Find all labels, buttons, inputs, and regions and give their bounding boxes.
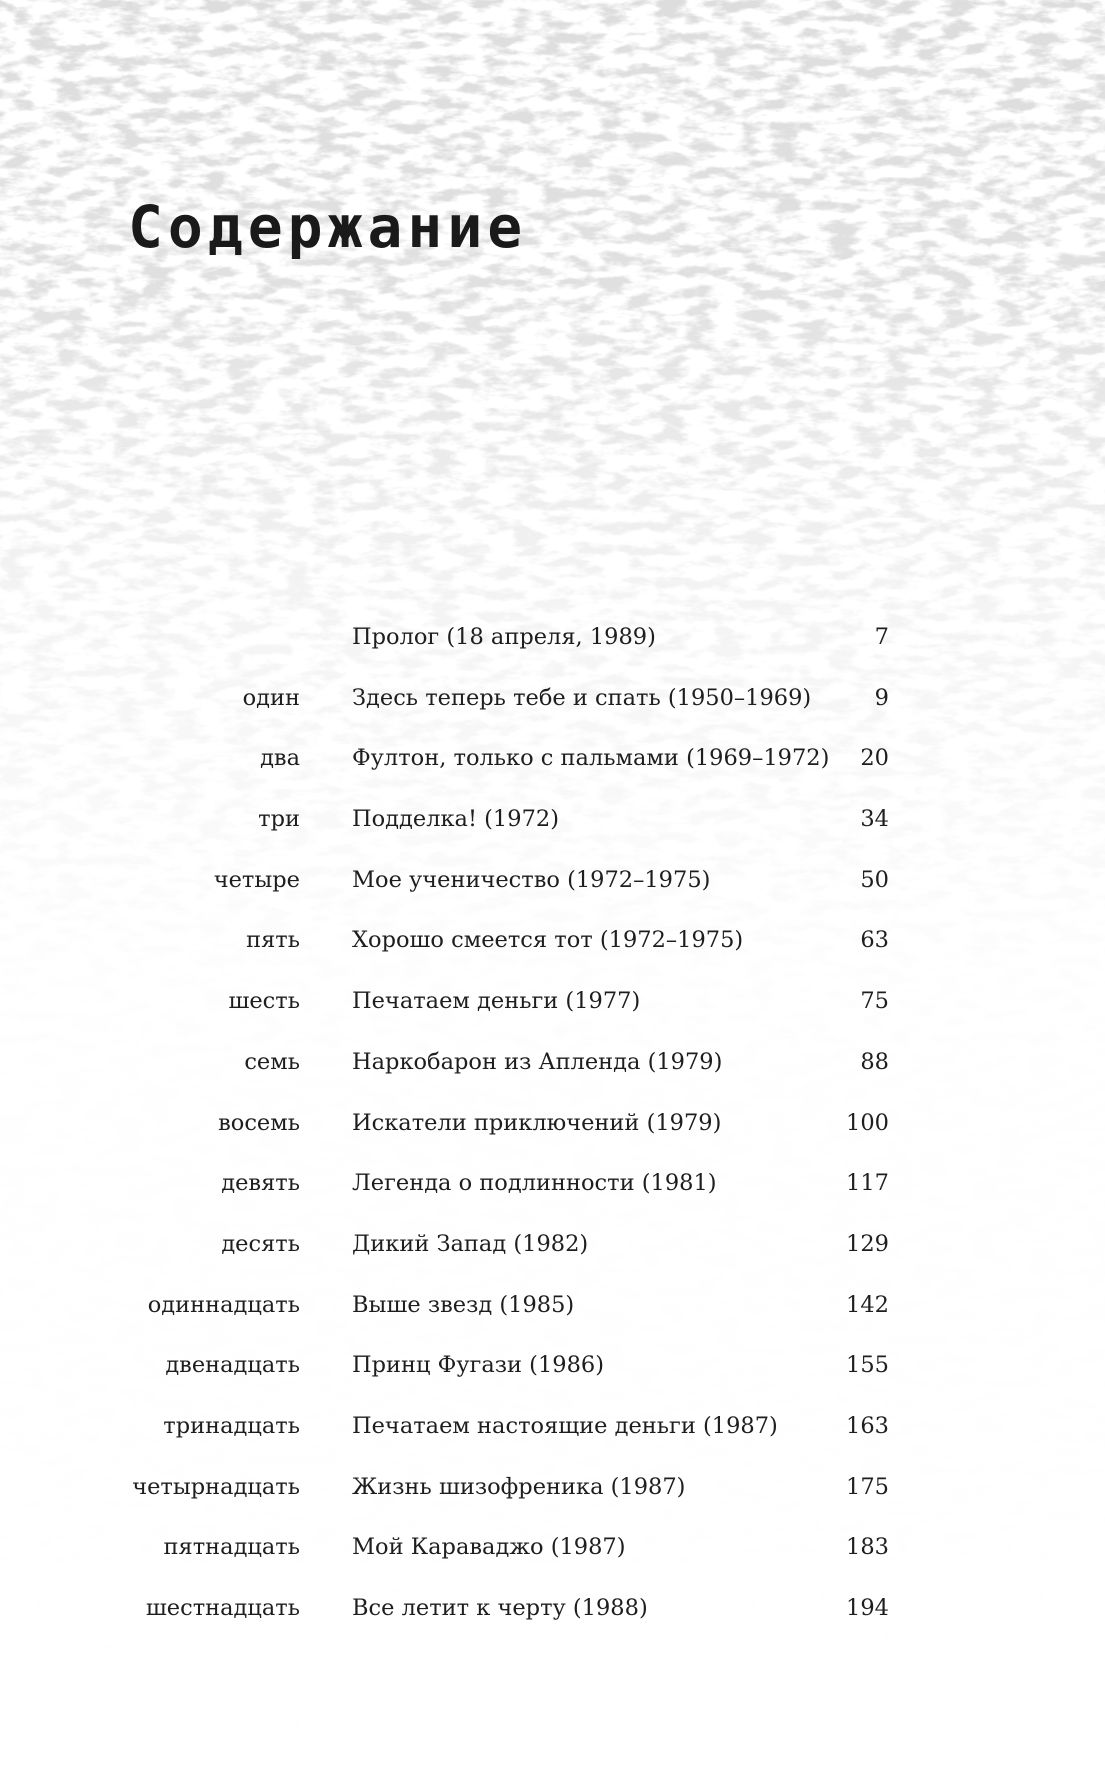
- chapter-title: Жизнь шизофреника (1987): [352, 1473, 686, 1500]
- toc-entry: [0, 1285, 1105, 1346]
- toc-entry: [0, 1588, 1105, 1649]
- chapter-number: двенадцать: [165, 1352, 300, 1379]
- toc-entry: [0, 920, 1105, 981]
- chapter-title: Выше звезд (1985): [352, 1291, 575, 1318]
- chapter-page-number: 50: [860, 866, 889, 893]
- chapter-number: один: [242, 684, 300, 711]
- chapter-page-number: 75: [860, 988, 889, 1015]
- chapter-page-number: 183: [846, 1534, 889, 1561]
- table-of-contents: [0, 617, 1105, 1649]
- chapter-page-number: 63: [860, 927, 889, 954]
- toc-entry: [0, 678, 1105, 739]
- chapter-title: Печатаем деньги (1977): [352, 988, 641, 1015]
- toc-entry: [0, 1163, 1105, 1224]
- toc-entry: [0, 1467, 1105, 1528]
- toc-entry: [0, 799, 1105, 860]
- chapter-page-number: 34: [860, 806, 889, 833]
- chapter-title: Здесь теперь тебе и спать (1950–1969): [352, 684, 812, 711]
- toc-entry: [0, 860, 1105, 921]
- chapter-title: Легенда о подлинности (1981): [352, 1170, 717, 1197]
- chapter-page-number: 175: [846, 1473, 889, 1500]
- toc-entry: [0, 981, 1105, 1042]
- chapter-number: четырнадцать: [132, 1473, 300, 1500]
- chapter-title: Пролог (18 апреля, 1989): [352, 624, 656, 650]
- chapter-page-number: 129: [846, 1230, 889, 1257]
- chapter-title: Все летит к черту (1988): [352, 1595, 648, 1621]
- chapter-title: Наркобарон из Апленда (1979): [352, 1048, 723, 1075]
- chapter-number: пятнадцать: [163, 1534, 300, 1561]
- toc-entry: [0, 617, 1105, 678]
- toc-entry: [0, 1042, 1105, 1103]
- chapter-page-number: 7: [874, 624, 889, 650]
- page-title: Содержание: [128, 193, 528, 261]
- chapter-page-number: 20: [860, 745, 889, 772]
- chapter-page-number: 88: [860, 1048, 889, 1075]
- chapter-number: восемь: [218, 1109, 300, 1136]
- chapter-page-number: 194: [846, 1595, 889, 1621]
- chapter-number: шесть: [228, 988, 300, 1015]
- chapter-number: тринадцать: [163, 1412, 300, 1439]
- chapter-number: три: [258, 806, 300, 833]
- chapter-title: Хорошо смеется тот (1972–1975): [352, 927, 744, 954]
- chapter-page-number: 117: [846, 1170, 889, 1197]
- chapter-title: Принц Фугази (1986): [352, 1352, 604, 1379]
- chapter-number: одиннадцать: [147, 1291, 300, 1318]
- chapter-title: Мое ученичество (1972–1975): [352, 866, 711, 893]
- chapter-page-number: 9: [874, 684, 889, 711]
- toc-entry: [0, 1345, 1105, 1406]
- chapter-title: Дикий Запад (1982): [352, 1230, 589, 1257]
- chapter-number: два: [260, 745, 300, 772]
- chapter-title: Подделка! (1972): [352, 806, 559, 833]
- toc-entry: [0, 1527, 1105, 1588]
- chapter-number: семь: [244, 1048, 300, 1075]
- chapter-number: девять: [221, 1170, 300, 1197]
- chapter-page-number: 155: [846, 1352, 889, 1379]
- chapter-title: Искатели приключений (1979): [352, 1109, 722, 1136]
- chapter-title: Фултон, только с пальмами (1969–1972): [352, 745, 830, 772]
- chapter-title: Мой Караваджо (1987): [352, 1534, 626, 1561]
- chapter-page-number: 100: [846, 1109, 889, 1136]
- toc-entry: [0, 1406, 1105, 1467]
- toc-entry: [0, 1103, 1105, 1164]
- toc-entry: [0, 738, 1105, 799]
- chapter-number: десять: [221, 1230, 300, 1257]
- chapter-page-number: 163: [846, 1412, 889, 1439]
- chapter-number: четыре: [213, 866, 300, 893]
- toc-entry: [0, 1224, 1105, 1285]
- chapter-number: шестнадцать: [145, 1595, 300, 1621]
- chapter-title: Печатаем настоящие деньги (1987): [352, 1412, 778, 1439]
- chapter-number: пять: [246, 927, 300, 954]
- chapter-page-number: 142: [846, 1291, 889, 1318]
